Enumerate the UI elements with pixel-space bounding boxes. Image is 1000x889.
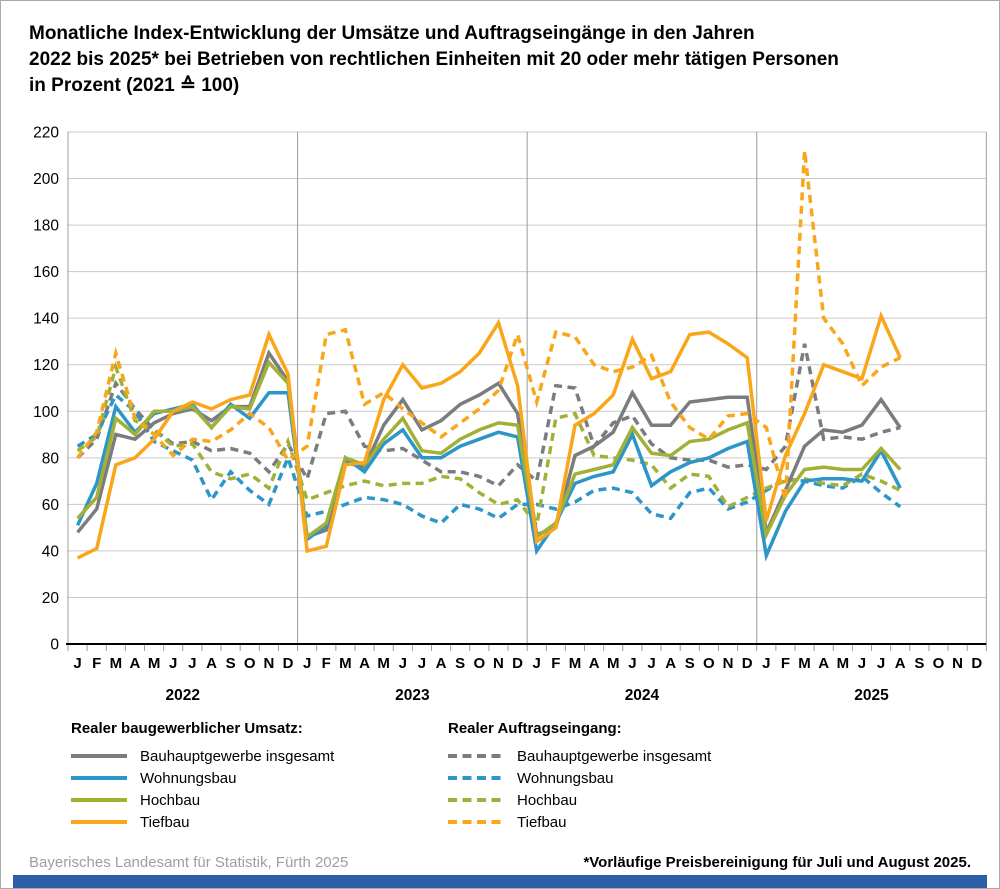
legend-auftragseingang bbox=[448, 720, 711, 833]
svg-text:A: A bbox=[588, 655, 600, 672]
svg-text:120: 120 bbox=[33, 357, 59, 375]
svg-text:100: 100 bbox=[33, 403, 59, 421]
legend-item-auftrag-label: Hochbau bbox=[517, 791, 578, 809]
svg-text:J: J bbox=[169, 655, 178, 672]
svg-text:A: A bbox=[206, 655, 217, 672]
month-labels bbox=[73, 655, 982, 672]
legend-umsatz-header: Realer baugewerblicher Umsatz: bbox=[71, 720, 303, 737]
svg-text:M: M bbox=[377, 655, 390, 672]
legend-item-umsatz-1 bbox=[71, 745, 334, 767]
legend-item-auftrag-3 bbox=[448, 789, 711, 811]
svg-text:A: A bbox=[359, 655, 370, 672]
svg-text:D: D bbox=[971, 655, 983, 672]
svg-text:N: N bbox=[263, 655, 275, 672]
svg-text:M: M bbox=[568, 655, 582, 672]
legend-item-auftrag-1 bbox=[448, 745, 711, 767]
svg-text:2023: 2023 bbox=[395, 687, 430, 704]
solid-line-swatch bbox=[71, 798, 127, 802]
svg-text:F: F bbox=[92, 655, 102, 672]
legend-item-umsatz-label: Hochbau bbox=[140, 791, 201, 809]
svg-text:0: 0 bbox=[50, 636, 59, 654]
solid-line-swatch bbox=[71, 776, 127, 780]
svg-text:D: D bbox=[282, 655, 294, 672]
svg-text:D: D bbox=[741, 655, 753, 672]
svg-text:J: J bbox=[417, 655, 427, 672]
svg-text:J: J bbox=[857, 655, 867, 672]
svg-text:J: J bbox=[398, 655, 407, 672]
legend-item-auftrag-label: Bauhauptgewerbe insgesamt bbox=[517, 747, 712, 765]
svg-text:M: M bbox=[339, 655, 352, 672]
legend-item-umsatz-label: Tiefbau bbox=[140, 813, 190, 831]
svg-text:40: 40 bbox=[41, 543, 59, 561]
svg-text:S: S bbox=[684, 655, 695, 672]
svg-text:A: A bbox=[818, 655, 830, 672]
legend-item-auftrag-label: Tiefbau bbox=[517, 813, 567, 831]
legend-item-umsatz-2 bbox=[71, 767, 334, 789]
dashed-line-swatch bbox=[448, 754, 504, 758]
svg-text:J: J bbox=[876, 655, 886, 672]
svg-text:S: S bbox=[914, 655, 925, 672]
svg-text:220: 220 bbox=[33, 124, 59, 142]
line-auftrag-tiefbau bbox=[78, 151, 901, 500]
svg-text:O: O bbox=[473, 655, 486, 672]
svg-text:A: A bbox=[435, 655, 447, 672]
source-text: Bayerisches Landesamt für Statistik, Fürth 2025 bbox=[29, 854, 349, 871]
svg-text:M: M bbox=[798, 655, 811, 672]
brand-bar bbox=[13, 875, 987, 888]
year-separators bbox=[68, 132, 986, 644]
svg-text:200: 200 bbox=[33, 171, 59, 189]
svg-text:J: J bbox=[188, 655, 197, 672]
legend-item-auftrag-2 bbox=[448, 767, 711, 789]
chart-title-line3: in Prozent (2021 ≙ 100) bbox=[29, 75, 240, 96]
svg-text:M: M bbox=[147, 655, 161, 672]
y-axis-labels bbox=[33, 125, 59, 654]
dashed-line-swatch bbox=[448, 776, 504, 780]
month-ticks bbox=[68, 644, 986, 651]
dashed-line-swatch bbox=[448, 820, 504, 824]
svg-text:60: 60 bbox=[41, 496, 59, 514]
svg-text:A: A bbox=[894, 655, 906, 672]
svg-text:J: J bbox=[628, 655, 637, 672]
legend-item-umsatz-label: Wohnungsbau bbox=[140, 769, 237, 787]
svg-text:N: N bbox=[493, 655, 504, 672]
legend-item-auftrag-label: Wohnungsbau bbox=[517, 769, 614, 787]
svg-text:20: 20 bbox=[41, 589, 59, 607]
legend-item-umsatz-4 bbox=[71, 811, 334, 833]
svg-text:80: 80 bbox=[41, 450, 59, 468]
legend-item-umsatz-label: Bauhauptgewerbe insgesamt bbox=[140, 747, 335, 765]
footnote-text: *Vorläufige Preisbereinigung für Juli und August 2025. bbox=[583, 854, 971, 871]
svg-text:140: 140 bbox=[33, 310, 59, 328]
svg-text:J: J bbox=[762, 655, 771, 672]
svg-text:M: M bbox=[606, 655, 620, 672]
svg-text:2025: 2025 bbox=[854, 687, 889, 704]
svg-text:J: J bbox=[532, 655, 541, 672]
legend-item-auftrag-4 bbox=[448, 811, 711, 833]
svg-text:2024: 2024 bbox=[624, 687, 660, 704]
svg-text:A: A bbox=[129, 655, 141, 672]
svg-text:F: F bbox=[780, 655, 791, 672]
legend-umsatz bbox=[71, 720, 334, 833]
legend-item-umsatz-3 bbox=[71, 789, 334, 811]
svg-text:M: M bbox=[836, 655, 850, 672]
legend-auftrag-header: Realer Auftragseingang: bbox=[448, 720, 622, 737]
svg-text:F: F bbox=[321, 655, 331, 672]
line-chart bbox=[1, 119, 1000, 719]
svg-text:D: D bbox=[512, 655, 524, 672]
solid-line-swatch bbox=[71, 754, 127, 758]
svg-text:J: J bbox=[302, 655, 312, 672]
svg-text:F: F bbox=[551, 655, 561, 672]
svg-text:M: M bbox=[109, 655, 123, 672]
svg-text:S: S bbox=[455, 655, 466, 672]
dashed-line-swatch bbox=[448, 798, 504, 802]
solid-line-swatch bbox=[71, 820, 127, 824]
svg-text:N: N bbox=[722, 655, 734, 672]
svg-text:160: 160 bbox=[33, 264, 59, 282]
footer bbox=[29, 854, 971, 874]
svg-text:O: O bbox=[932, 655, 945, 672]
svg-text:S: S bbox=[225, 655, 236, 672]
svg-text:J: J bbox=[647, 655, 656, 672]
svg-text:O: O bbox=[703, 655, 715, 672]
svg-text:A: A bbox=[665, 655, 677, 672]
svg-text:180: 180 bbox=[33, 217, 59, 235]
chart-title-line1: Monatliche Index-Entwicklung der Umsätze und Auftragseingänge in den Jahren bbox=[29, 23, 755, 44]
svg-text:O: O bbox=[243, 655, 256, 672]
svg-text:N: N bbox=[952, 655, 964, 672]
chart-title-line2: 2022 bis 2025* bei Betrieben von rechtlichen Einheiten mit 20 oder mehr tätigen Personen bbox=[29, 49, 839, 70]
svg-text:2022: 2022 bbox=[165, 687, 201, 704]
svg-text:J: J bbox=[73, 655, 82, 672]
chart-title bbox=[29, 21, 979, 99]
year-labels bbox=[166, 687, 890, 704]
